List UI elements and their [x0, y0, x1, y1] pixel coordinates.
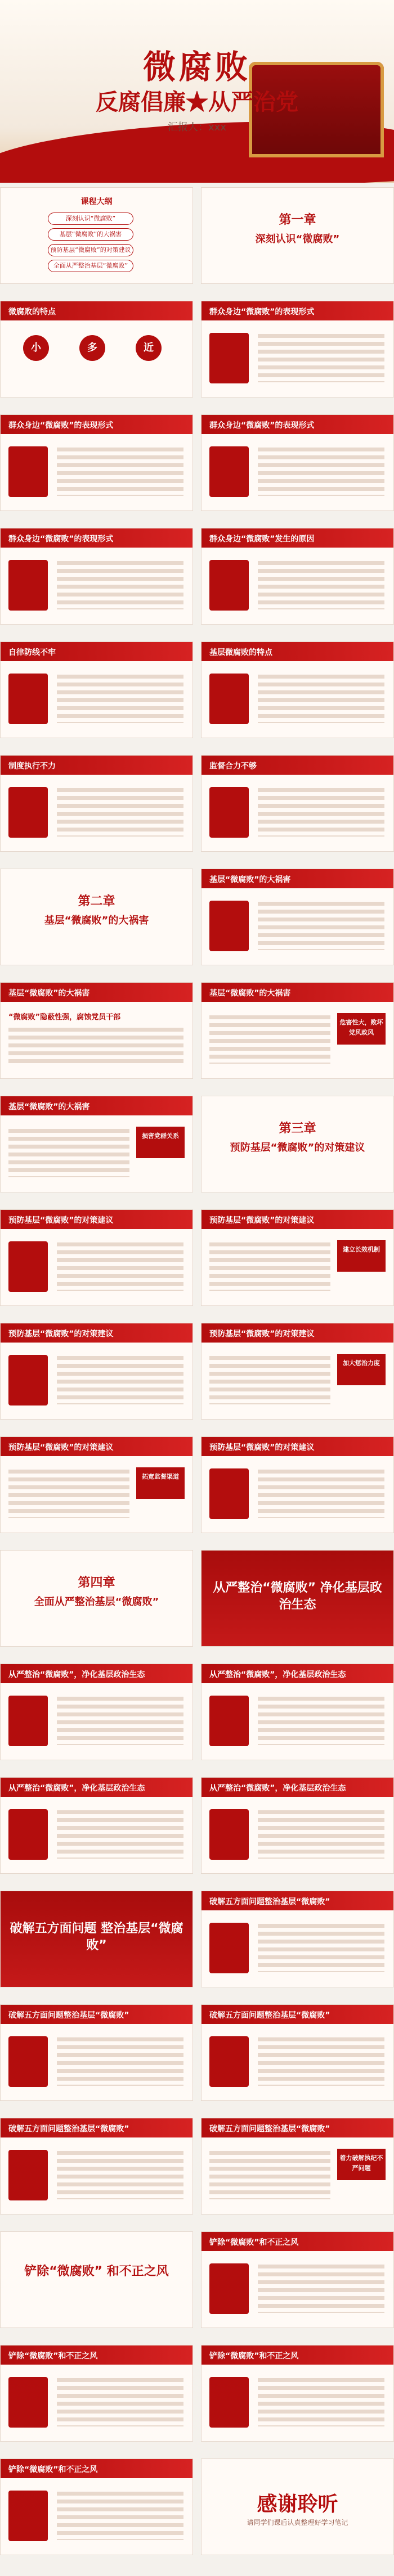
thanks-title: 感谢聆听: [257, 2492, 338, 2516]
text-lines: [57, 2378, 183, 2426]
slide-thumbnail[interactable]: [201, 301, 394, 397]
slide-title: 群众身边“微腐败”的表现形式: [209, 421, 315, 430]
slide-thumbnail[interactable]: [201, 2345, 394, 2442]
slide-title-bar: [202, 1323, 393, 1343]
slide-title-bar: [202, 301, 393, 320]
red-graphic: [8, 1241, 48, 1292]
chapter-title: 全面从严整治基层“微腐败”: [34, 1596, 159, 1608]
slide-thumbnail[interactable]: [201, 414, 394, 511]
slide-title: 铲除“微腐败”和不正之风: [8, 2465, 98, 2474]
chapter-heading: [6, 892, 187, 927]
slide-thumbnail[interactable]: [0, 301, 193, 397]
slide-title: 破解五方面问题整治基层“微腐败”: [8, 2125, 129, 2134]
slide-title: 破解五方面问题整治基层“微腐败”: [209, 2011, 330, 2020]
feature-circle: 多: [79, 335, 105, 361]
chapter-number: 第二章: [78, 894, 115, 909]
chapter-number: 第一章: [279, 213, 316, 227]
slide-thumbnail[interactable]: [0, 528, 193, 625]
cover-subtitle: 反腐倡廉★从严治党: [96, 89, 298, 115]
slide-title: 基层微腐败的特点: [209, 648, 272, 657]
slide-row: [0, 1436, 394, 1536]
text-lines: [258, 675, 384, 723]
slide-title-bar: [202, 2232, 393, 2251]
slide-thumbnail[interactable]: [0, 1436, 193, 1533]
slide-title-bar: [202, 415, 393, 434]
slide-title-bar: [1, 1664, 192, 1683]
slide-row: [0, 187, 394, 287]
text-lines: [258, 2378, 384, 2426]
red-graphic: [209, 674, 249, 724]
red-graphic: [209, 787, 249, 838]
slide-row: [0, 2231, 394, 2331]
slide-row: [0, 2118, 394, 2218]
slide-thumbnail[interactable]: [0, 2004, 193, 2101]
slide-headline: 从严整治“微腐败” 净化基层政治生态: [213, 1581, 382, 1612]
chapter-heading: [207, 210, 388, 246]
red-graphic: [8, 787, 48, 838]
text-lines: [57, 2151, 183, 2199]
highlight-box: 加大惩治力度: [337, 1354, 386, 1385]
slide-title: 预防基层“微腐败”的对策建议: [8, 1216, 114, 1225]
text-lines: [57, 448, 183, 496]
slide-title-bar: [202, 2345, 393, 2365]
text-lines: [209, 1242, 330, 1291]
red-graphic: [8, 2491, 48, 2541]
slide-row: [0, 755, 394, 855]
slide-subheading: “微腐败”隐蔽性强，腐蚀党员干部: [8, 1013, 121, 1022]
text-lines: [8, 1470, 129, 1518]
slide-title-bar: [1, 1323, 192, 1343]
red-graphic: [209, 2036, 249, 2087]
slide-thumbnail[interactable]: [0, 1777, 193, 1874]
slide-title: 破解五方面问题整治基层“微腐败”: [209, 1897, 330, 1906]
red-graphic: [209, 446, 249, 497]
slide-row: [0, 414, 394, 514]
slide-thumbnail[interactable]: [201, 1436, 394, 1533]
slide-row: [0, 528, 394, 628]
slide-thumbnail[interactable]: [0, 187, 193, 284]
slide-title-bar: [202, 642, 393, 661]
text-lines: [258, 2265, 384, 2313]
slide-row: [0, 1891, 394, 1991]
text-lines: [258, 2037, 384, 2086]
slide-title: 铲除“微腐败”和不正之风: [209, 2352, 299, 2361]
text-lines: [57, 1356, 183, 1404]
thanks-subtitle: 请同学们课后认真整理好学习笔记: [247, 2519, 348, 2527]
slide-thumbnail[interactable]: [0, 2345, 193, 2442]
slide-thumbnail[interactable]: [201, 2004, 394, 2101]
slide-title: 基层“微腐败”的大祸害: [8, 1102, 90, 1111]
slide-title-bar: [202, 1664, 393, 1683]
slide-thumbnail[interactable]: [201, 1664, 394, 1760]
slide-thumbnail[interactable]: [201, 1891, 394, 1987]
slide-title-bar: [202, 1437, 393, 1456]
slide-title-bar: [202, 2118, 393, 2137]
text-lines: [209, 1356, 330, 1404]
slide-title: 破解五方面问题整治基层“微腐败”: [209, 2125, 330, 2134]
slide-thumbnail[interactable]: [0, 1096, 193, 1192]
red-graphic: [8, 2377, 48, 2428]
slide-title: 预防基层“微腐败”的对策建议: [8, 1443, 114, 1452]
red-graphic: [8, 560, 48, 611]
slide-row: [0, 2345, 394, 2445]
slide-thumbnail[interactable]: [201, 2118, 394, 2215]
slide-thumbnail[interactable]: [201, 187, 394, 284]
slide-title: 从严整治“微腐败”，净化基层政治生态: [8, 1784, 145, 1793]
red-graphic: [8, 1696, 48, 1746]
text-lines: [258, 561, 384, 609]
slide-title: 自律防线不牢: [8, 648, 56, 657]
slide-title-bar: [202, 869, 393, 888]
slide-row: [0, 641, 394, 742]
slide-thumbnail[interactable]: [0, 1323, 193, 1420]
slide-row: [0, 2459, 394, 2559]
red-graphic: [8, 1809, 48, 1860]
slide-thumbnail[interactable]: [201, 2231, 394, 2328]
slide-thumbnail[interactable]: [0, 1550, 193, 1647]
slide-title: 基层“微腐败”的大祸害: [8, 989, 90, 998]
text-lines: [57, 2037, 183, 2086]
slide-title: 微腐败的特点: [8, 308, 56, 317]
text-lines: [258, 788, 384, 837]
slide-title: 从严整治“微腐败”，净化基层政治生态: [209, 1784, 346, 1793]
text-lines: [258, 1810, 384, 1859]
text-lines: [57, 1697, 183, 1745]
text-lines: [258, 448, 384, 496]
chapter-title: 深刻认识“微腐败”: [255, 233, 340, 245]
slide-row: [0, 2004, 394, 2104]
slide-title: 监督合力不够: [209, 762, 257, 771]
slide-title-bar: [1, 528, 192, 548]
slide-title-bar: [1, 301, 192, 320]
slide-title: 从严整治“微腐败”，净化基层政治生态: [209, 1670, 346, 1679]
red-graphic: [8, 1355, 48, 1405]
feature-circle: 近: [136, 335, 162, 361]
slide-thumbnail[interactable]: [201, 1323, 394, 1420]
toc-item: 全面从严整治基层“微腐败”: [48, 260, 133, 272]
slide-title-bar: [1, 415, 192, 434]
slide-thumbnail[interactable]: [201, 1209, 394, 1306]
slide-thumbnail[interactable]: [0, 982, 193, 1079]
red-graphic: [209, 1923, 249, 1973]
slide-row: [0, 1209, 394, 1309]
text-lines: [57, 1810, 183, 1859]
slide-title: 群众身边“微腐败”的表现形式: [209, 308, 315, 317]
slide-title-bar: [1, 1437, 192, 1456]
toc-title: 课程大纲: [80, 197, 113, 206]
slide-title: 预防基层“微腐败”的对策建议: [8, 1330, 114, 1339]
slide-thumbnail[interactable]: [0, 1891, 193, 1987]
text-lines: [8, 1129, 129, 1177]
slide-thumbnail[interactable]: [0, 641, 193, 738]
cover-reporter: 汇报人：xxx: [168, 121, 226, 133]
red-graphic: [8, 674, 48, 724]
slide-thumbnail[interactable]: [201, 528, 394, 625]
chapter-number: 第四章: [78, 1576, 115, 1590]
slide-thumbnail[interactable]: [0, 1664, 193, 1760]
slide-title-bar: [202, 2005, 393, 2024]
toc-item: 基层“微腐败”的大祸害: [48, 228, 133, 241]
slide-headline: 破解五方面问题 整治基层“微腐败”: [10, 1922, 183, 1953]
slide-title: 群众身边“微腐败”的表现形式: [8, 421, 114, 430]
red-graphic: [209, 901, 249, 951]
slide-headline: 铲除“微腐败” 和不正之风: [24, 2265, 169, 2279]
slide-title: 预防基层“微腐败”的对策建议: [209, 1443, 315, 1452]
slide-title-bar: [1, 2118, 192, 2137]
slide-thumbnail[interactable]: [0, 2231, 193, 2328]
slide-thumbnail[interactable]: [0, 869, 193, 965]
red-graphic: [209, 1809, 249, 1860]
slide-row: [0, 982, 394, 1082]
text-lines: [57, 561, 183, 609]
chapter-title: 预防基层“微腐败”的对策建议: [230, 1142, 365, 1154]
slide-title: 制度执行不力: [8, 762, 56, 771]
slide-title: 群众身边“微腐败”的表现形式: [8, 535, 114, 544]
slide-title-bar: [1, 1778, 192, 1797]
chapter-title: 基层“微腐败”的大祸害: [44, 915, 149, 927]
text-lines: [258, 334, 384, 382]
cover-title: 微腐败: [142, 48, 251, 86]
red-graphic: [8, 2150, 48, 2200]
slide-title-bar: [1, 642, 192, 661]
text-lines: [57, 1242, 183, 1291]
slide-thumbnail[interactable]: [201, 755, 394, 852]
slide-thumbnail[interactable]: [201, 1550, 394, 1647]
highlight-box: 建立长效机制: [337, 1240, 386, 1272]
slide-thumbnail[interactable]: [201, 1777, 394, 1874]
slide-title-bar: [1, 2005, 192, 2024]
text-lines: [258, 1697, 384, 1745]
slide-title-bar: [202, 1778, 393, 1797]
red-graphic: [209, 1468, 249, 1519]
slide-title-bar: [202, 983, 393, 1002]
slide-thumbnail[interactable]: [0, 414, 193, 511]
text-lines: [57, 788, 183, 837]
red-graphic: [8, 2036, 48, 2087]
slide-title-bar: [202, 528, 393, 548]
slide-title-bar: [202, 1210, 393, 1229]
text-lines: [57, 675, 183, 723]
slide-row: [0, 1664, 394, 1764]
slide-row: [0, 1096, 394, 1196]
red-graphic: [209, 333, 249, 383]
text-lines: [258, 1470, 384, 1518]
text-lines: [8, 1028, 183, 1067]
highlight-box: 拓宽监督渠道: [136, 1467, 185, 1499]
slide-title: 破解五方面问题整治基层“微腐败”: [8, 2011, 129, 2020]
red-graphic: [8, 446, 48, 497]
text-lines: [57, 2492, 183, 2540]
slide-title: 群众身边“微腐败”发生的原因: [209, 535, 315, 544]
slide-title: 从严整治“微腐败”，净化基层政治生态: [8, 1670, 145, 1679]
slide-title: 铲除“微腐败”和不正之风: [209, 2238, 299, 2247]
slide-thumbnail[interactable]: [201, 982, 394, 1079]
slide-title-bar: [1, 1096, 192, 1115]
slide-thumbnail[interactable]: [201, 869, 394, 965]
text-lines: [258, 902, 384, 950]
chapter-heading: [207, 1119, 388, 1154]
red-graphic: [209, 2377, 249, 2428]
slide-thumbnail[interactable]: [201, 2459, 394, 2555]
feature-circle: 小: [23, 335, 49, 361]
slide-title-bar: [202, 1891, 393, 1910]
highlight-box: 损害党群关系: [136, 1127, 185, 1158]
text-lines: [209, 2151, 330, 2199]
highlight-box: 危害性大，败坏党风政风: [337, 1013, 386, 1045]
slide-title-bar: [1, 756, 192, 775]
toc-item: 深刻认识“微腐败”: [48, 213, 133, 225]
slide-thumbnail[interactable]: [0, 2459, 193, 2555]
slide-title: 预防基层“微腐败”的对策建议: [209, 1330, 315, 1339]
cover-slide: [0, 0, 394, 183]
slide-thumbnail[interactable]: [0, 2118, 193, 2215]
slide-row: [0, 1550, 394, 1650]
slide-title-bar: [1, 2459, 192, 2478]
red-graphic: [209, 2263, 249, 2314]
slide-thumbnail[interactable]: [201, 641, 394, 738]
slide-row: [0, 1323, 394, 1423]
chapter-number: 第三章: [279, 1122, 316, 1136]
slide-row: [0, 869, 394, 969]
slide-title-bar: [1, 983, 192, 1002]
slide-title-bar: [1, 2345, 192, 2365]
chapter-heading: [6, 1573, 187, 1608]
slide-title: 基层“微腐败”的大祸害: [209, 875, 291, 884]
slide-thumbnail[interactable]: [0, 755, 193, 852]
slide-thumbnail[interactable]: [0, 1209, 193, 1306]
slide-thumbnail[interactable]: [201, 1096, 394, 1192]
slide-row: [0, 301, 394, 401]
text-lines: [258, 1924, 384, 1972]
red-graphic: [209, 1696, 249, 1746]
text-lines: [209, 1015, 330, 1064]
slide-title: 预防基层“微腐败”的对策建议: [209, 1216, 315, 1225]
toc-item: 预防基层“微腐败”的对策建议: [48, 244, 133, 256]
red-graphic: [209, 560, 249, 611]
highlight-box: 着力破解执纪不严问题: [337, 2149, 386, 2180]
slide-row: [0, 1777, 394, 1877]
slide-title-bar: [1, 1210, 192, 1229]
slide-title: 基层“微腐败”的大祸害: [209, 989, 291, 998]
slide-title-bar: [202, 756, 393, 775]
slide-title: 铲除“微腐败”和不正之风: [8, 2352, 98, 2361]
